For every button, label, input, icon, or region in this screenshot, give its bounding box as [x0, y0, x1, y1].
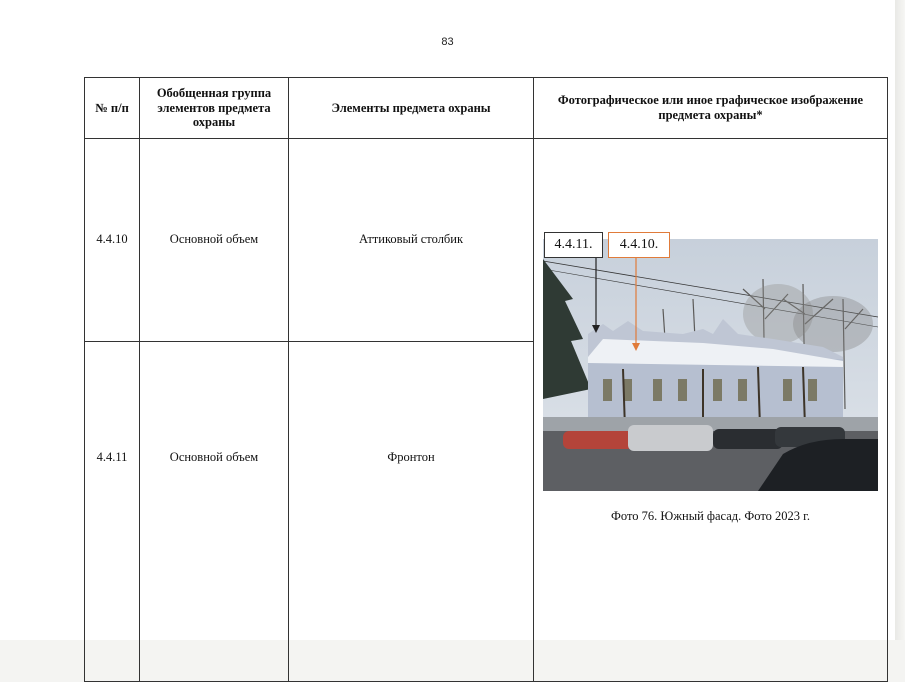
table-row — [85, 139, 888, 342]
row-group: Основной объем — [140, 342, 289, 682]
page-edge — [895, 0, 905, 640]
header-image: Фотографическое или иное графическое изображение предмета охраны* — [534, 78, 888, 139]
header-number: № п/п — [85, 78, 140, 139]
protection-elements-table — [84, 77, 888, 682]
page-number: 83 — [441, 36, 454, 48]
row-element: Фронтон — [289, 342, 534, 682]
row-number: 4.4.11 — [85, 342, 140, 682]
header-group: Обобщенная группа элементов предмета охраны — [140, 78, 289, 139]
element-label-4-4-11: 4.4.11. — [544, 232, 603, 258]
row-element: Аттиковый столбик — [289, 139, 534, 342]
photo-caption: Фото 76. Южный фасад. Фото 2023 г. — [610, 509, 811, 523]
table-header-row — [85, 78, 888, 139]
row-group: Основной объем — [140, 139, 289, 342]
header-elements: Элементы предмета охраны — [289, 78, 534, 139]
photo-cell — [534, 139, 888, 682]
building-photo — [543, 239, 878, 491]
row-number: 4.4.10 — [85, 139, 140, 342]
element-label-4-4-10: 4.4.10. — [608, 232, 670, 258]
